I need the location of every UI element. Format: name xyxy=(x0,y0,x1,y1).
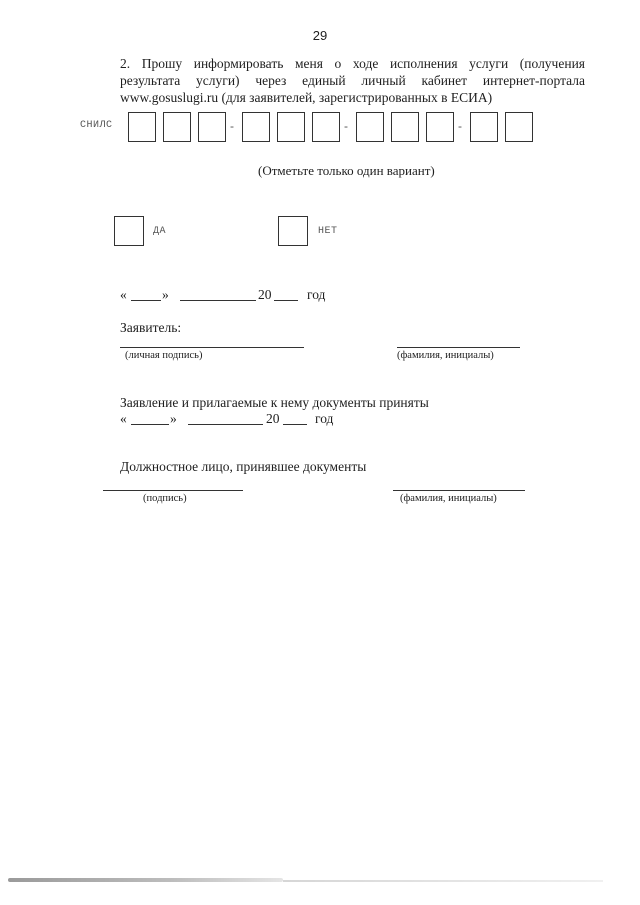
snils-digit-box[interactable] xyxy=(391,112,419,142)
notification-paragraph xyxy=(120,55,585,106)
applicant-name-caption: (фамилия, инициалы) xyxy=(397,350,494,361)
no-label: НЕТ xyxy=(318,226,338,237)
date-close-quote: » xyxy=(162,287,169,302)
year-prefix: 20 xyxy=(258,287,272,302)
snils-digit-box[interactable] xyxy=(470,112,498,142)
official-name-line[interactable] xyxy=(393,490,525,491)
month-blank[interactable] xyxy=(180,300,256,301)
snils-digit-box[interactable] xyxy=(163,112,191,142)
official-signature-caption: (подпись) xyxy=(143,493,187,504)
choose-one-note: (Отметьте только один вариант) xyxy=(258,163,435,178)
accepted-open-quote: « xyxy=(120,411,127,426)
official-label: Должностное лицо, принявшее документы xyxy=(120,459,367,474)
yes-checkbox[interactable] xyxy=(114,216,144,246)
yes-label: ДА xyxy=(153,226,167,237)
snils-label: СНИЛС xyxy=(80,120,113,131)
accepted-month-blank[interactable] xyxy=(188,424,263,425)
snils-separator: - xyxy=(230,119,234,133)
scan-edge-shadow-faint xyxy=(283,880,603,882)
accepted-close-quote: » xyxy=(170,411,177,426)
accepted-year-word: год xyxy=(315,411,334,426)
accepted-text: Заявление и прилагаемые к нему документы приняты xyxy=(120,395,429,410)
date-open-quote: « xyxy=(120,287,127,302)
no-checkbox[interactable] xyxy=(278,216,308,246)
accepted-year-blank[interactable] xyxy=(283,424,307,425)
applicant-name-line[interactable] xyxy=(397,347,520,348)
accepted-year-prefix: 20 xyxy=(266,411,280,426)
official-name-caption: (фамилия, инициалы) xyxy=(400,493,497,504)
paragraph-line-3: www.gosuslugi.ru (для заявителей, зарегистрированных в ЕСИА) xyxy=(120,90,493,105)
applicant-label: Заявитель: xyxy=(120,320,182,335)
paragraph-line-1: 2. Прошу информировать меня о ходе исполнения услуги (получения xyxy=(120,56,585,71)
page-number: 29 xyxy=(312,28,328,43)
snils-digit-box[interactable] xyxy=(277,112,305,142)
scan-edge-shadow xyxy=(8,878,283,882)
snils-digit-box[interactable] xyxy=(128,112,156,142)
snils-digit-box[interactable] xyxy=(505,112,533,142)
snils-separator: - xyxy=(458,119,462,133)
applicant-signature-caption: (личная подпись) xyxy=(125,350,203,361)
snils-digit-box[interactable] xyxy=(356,112,384,142)
snils-digit-box[interactable] xyxy=(242,112,270,142)
snils-digit-box[interactable] xyxy=(312,112,340,142)
applicant-signature-line[interactable] xyxy=(120,347,304,348)
snils-digit-box[interactable] xyxy=(426,112,454,142)
accepted-day-blank[interactable] xyxy=(131,424,169,425)
day-blank[interactable] xyxy=(131,300,161,301)
year-blank[interactable] xyxy=(274,300,298,301)
snils-digit-box[interactable] xyxy=(198,112,226,142)
year-word: год xyxy=(307,287,326,302)
official-signature-line[interactable] xyxy=(103,490,243,491)
snils-separator: - xyxy=(344,119,348,133)
paragraph-line-2: результата услуги) через единый личный кабинет интернет-портала xyxy=(120,73,585,88)
